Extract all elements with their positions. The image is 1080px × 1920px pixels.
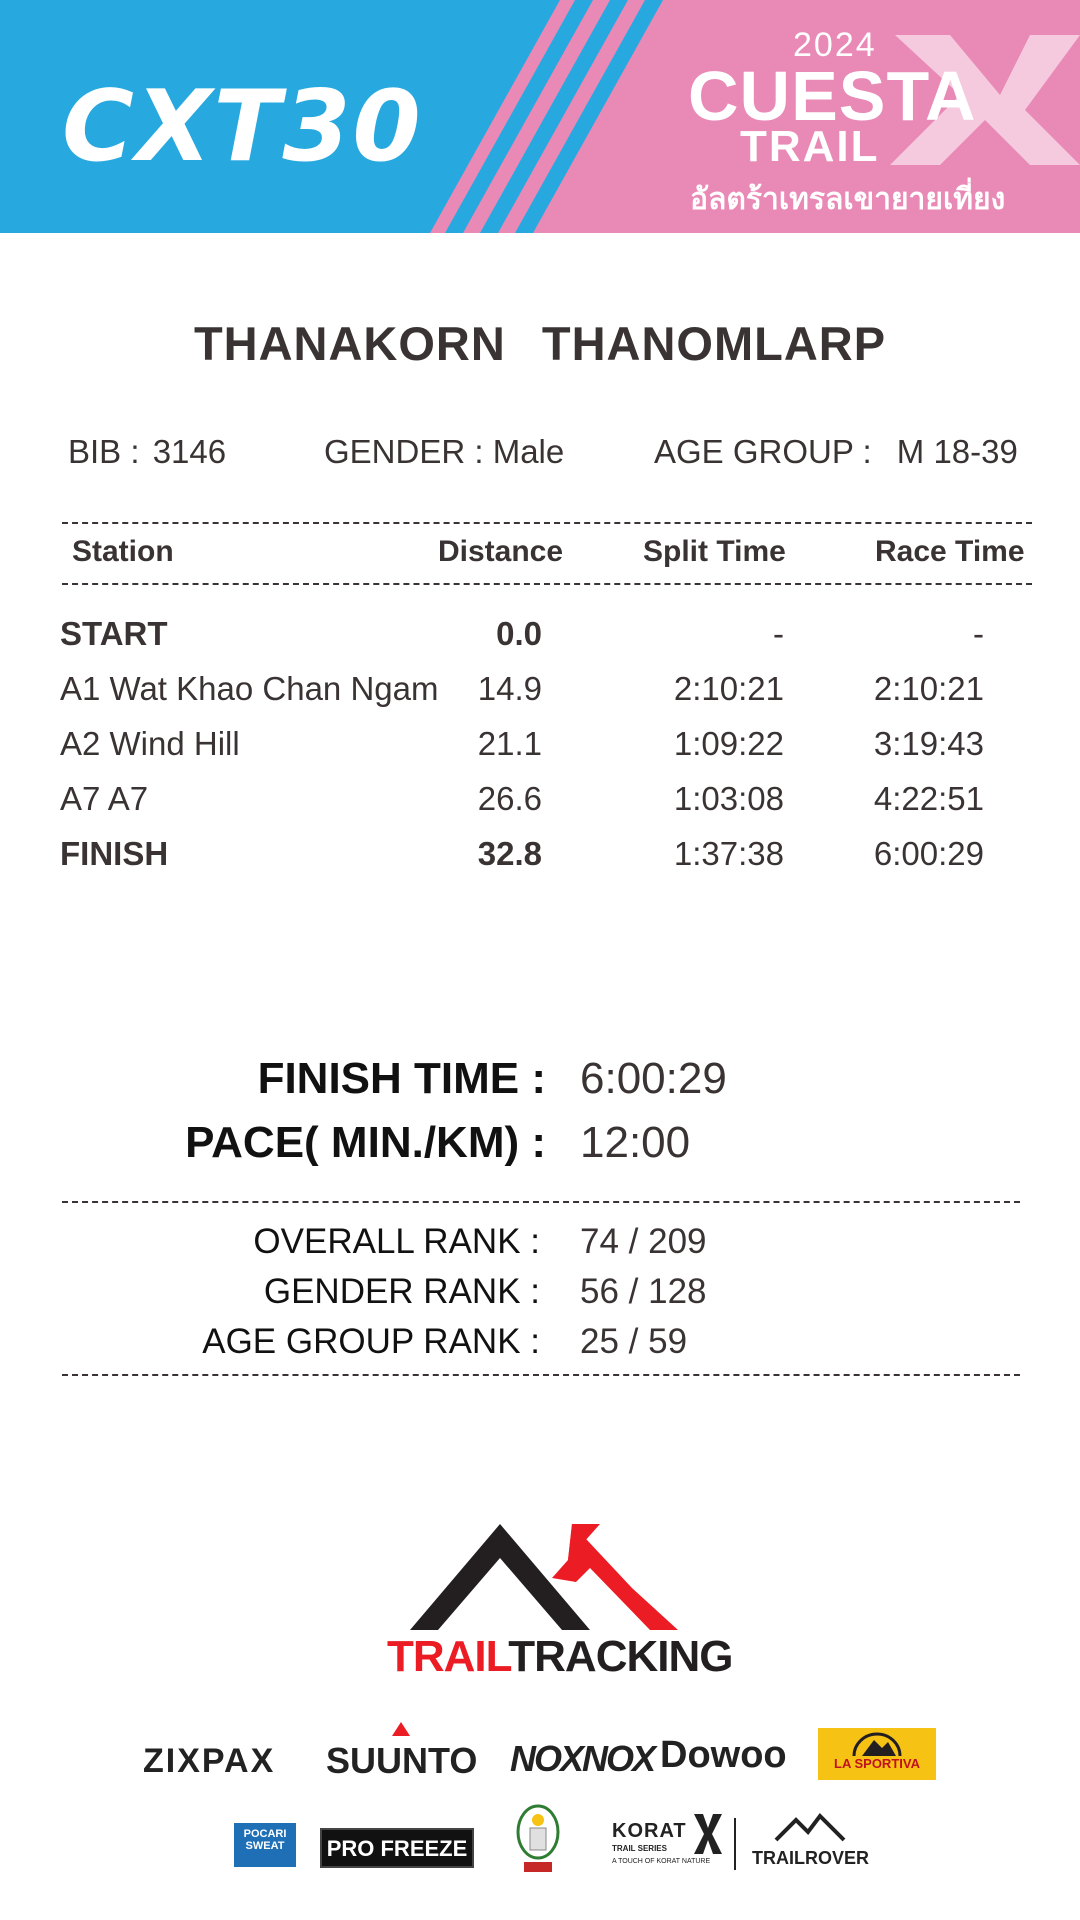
gender-rank-value: 56 / 128 xyxy=(580,1272,707,1311)
age-group-rank-label: AGE GROUP RANK : xyxy=(202,1322,540,1361)
korat-tagline-text: A TOUCH OF KORAT NATURE xyxy=(612,1858,711,1865)
overall-rank-label: OVERALL RANK : xyxy=(253,1222,540,1261)
la-sportiva-mountain-icon xyxy=(852,1732,902,1756)
gender-info xyxy=(324,433,564,471)
age-group-label: AGE GROUP : xyxy=(654,433,872,470)
station-distance: 21.1 xyxy=(477,725,542,762)
brand-trail: TRAIL xyxy=(740,122,880,171)
trailtracking-mountain-icon xyxy=(400,1520,690,1640)
brand-cuesta: CUESTA xyxy=(688,57,977,135)
sponsor-noxnox-logo: NOXNOX xyxy=(510,1738,655,1779)
header-station: Station xyxy=(72,535,174,568)
divider xyxy=(62,1374,1020,1376)
header-race-time: Race Time xyxy=(875,535,1025,568)
suunto-triangle-icon xyxy=(392,1722,410,1736)
split-time: 1:03:08 xyxy=(673,780,784,817)
korat-text: KORAT xyxy=(612,1820,687,1842)
finish-time-label: FINISH TIME : xyxy=(257,1054,546,1103)
race-time: - xyxy=(973,615,984,652)
gender-label: GENDER : xyxy=(324,433,484,470)
pro-freeze-text: PRO FREEZE xyxy=(326,1836,468,1861)
trailtracking-wordmark xyxy=(387,1632,732,1682)
first-name: THANAKORN xyxy=(193,317,506,370)
station-name: A2 Wind Hill xyxy=(60,725,240,762)
race-time: 2:10:21 xyxy=(873,670,984,707)
sponsor-trailrover-logo: TRAILROVER xyxy=(752,1848,869,1868)
sponsor-korat-trail-logo xyxy=(612,1814,722,1870)
divider xyxy=(62,583,1032,585)
race-time: 3:19:43 xyxy=(873,725,984,762)
korat-trail-series-text: TRAIL SERIES xyxy=(612,1844,667,1853)
finish-time-value: 6:00:29 xyxy=(580,1054,727,1103)
station-distance: 26.6 xyxy=(477,780,542,817)
divider xyxy=(734,1818,736,1870)
race-time: 6:00:29 xyxy=(873,835,984,872)
runner-name xyxy=(0,316,1080,371)
brand-thai-tagline: อัลตร้าเทรลเขายายเที่ยง xyxy=(690,183,1006,216)
age-group-rank-value: 25 / 59 xyxy=(580,1322,688,1361)
sponsor-zixpax-logo: ZIXPAX xyxy=(143,1742,276,1780)
station-distance: 14.9 xyxy=(477,670,542,707)
trailrover-mountain-icon xyxy=(774,1812,846,1842)
station-distance: 32.8 xyxy=(477,835,542,872)
last-name: THANOMLARP xyxy=(541,317,887,370)
pocari-sweat-text: POCARI SWEAT xyxy=(243,1828,287,1852)
split-time: 1:37:38 xyxy=(673,835,784,872)
pace-value: 12:00 xyxy=(580,1118,691,1167)
sponsor-la-sportiva-logo xyxy=(818,1728,936,1780)
divider xyxy=(62,522,1032,524)
split-time: 1:09:22 xyxy=(673,725,784,762)
sponsor-dowoo-logo: Dowoo xyxy=(660,1734,787,1776)
header-distance: Distance xyxy=(438,535,564,568)
event-year: 2024 xyxy=(793,26,877,64)
overall-rank-value: 74 / 209 xyxy=(580,1222,707,1261)
age-group-info xyxy=(654,433,1018,471)
event-banner xyxy=(0,0,1080,233)
bib-label: BIB : xyxy=(68,433,140,470)
la-sportiva-text: LA SPORTIVA xyxy=(834,1756,920,1771)
station-name: START xyxy=(60,615,168,652)
pace-label: PACE( MIN./KM) : xyxy=(185,1118,546,1167)
header-split-time: Split Time xyxy=(643,535,786,568)
station-name: A7 A7 xyxy=(60,780,149,817)
bib-value: 3146 xyxy=(152,433,227,470)
trailtracking-red-text: TRAIL xyxy=(387,1632,509,1681)
station-name: A1 Wat Khao Chan Ngam xyxy=(60,670,439,707)
trailtracking-black-text: TRACKING xyxy=(508,1632,733,1681)
cxt30-logo: CXT30 xyxy=(62,70,423,184)
korat-x-icon xyxy=(694,1814,722,1854)
sponsor-pro-freeze-logo xyxy=(320,1828,474,1868)
divider xyxy=(62,1201,1020,1203)
split-time: - xyxy=(773,615,784,652)
split-time: 2:10:21 xyxy=(673,670,784,707)
age-group-value: M 18-39 xyxy=(896,433,1018,470)
sponsor-suunto-logo: SUUNTO xyxy=(326,1740,478,1781)
gender-rank-label: GENDER RANK : xyxy=(263,1272,540,1311)
race-time: 4:22:51 xyxy=(873,780,984,817)
sponsor-pocari-sweat-logo xyxy=(234,1823,296,1867)
bib-info xyxy=(68,433,226,471)
gender-value: Male xyxy=(492,433,565,470)
station-distance: 0.0 xyxy=(496,615,542,652)
korat-seal-icon xyxy=(510,1802,566,1874)
station-name: FINISH xyxy=(60,835,169,872)
